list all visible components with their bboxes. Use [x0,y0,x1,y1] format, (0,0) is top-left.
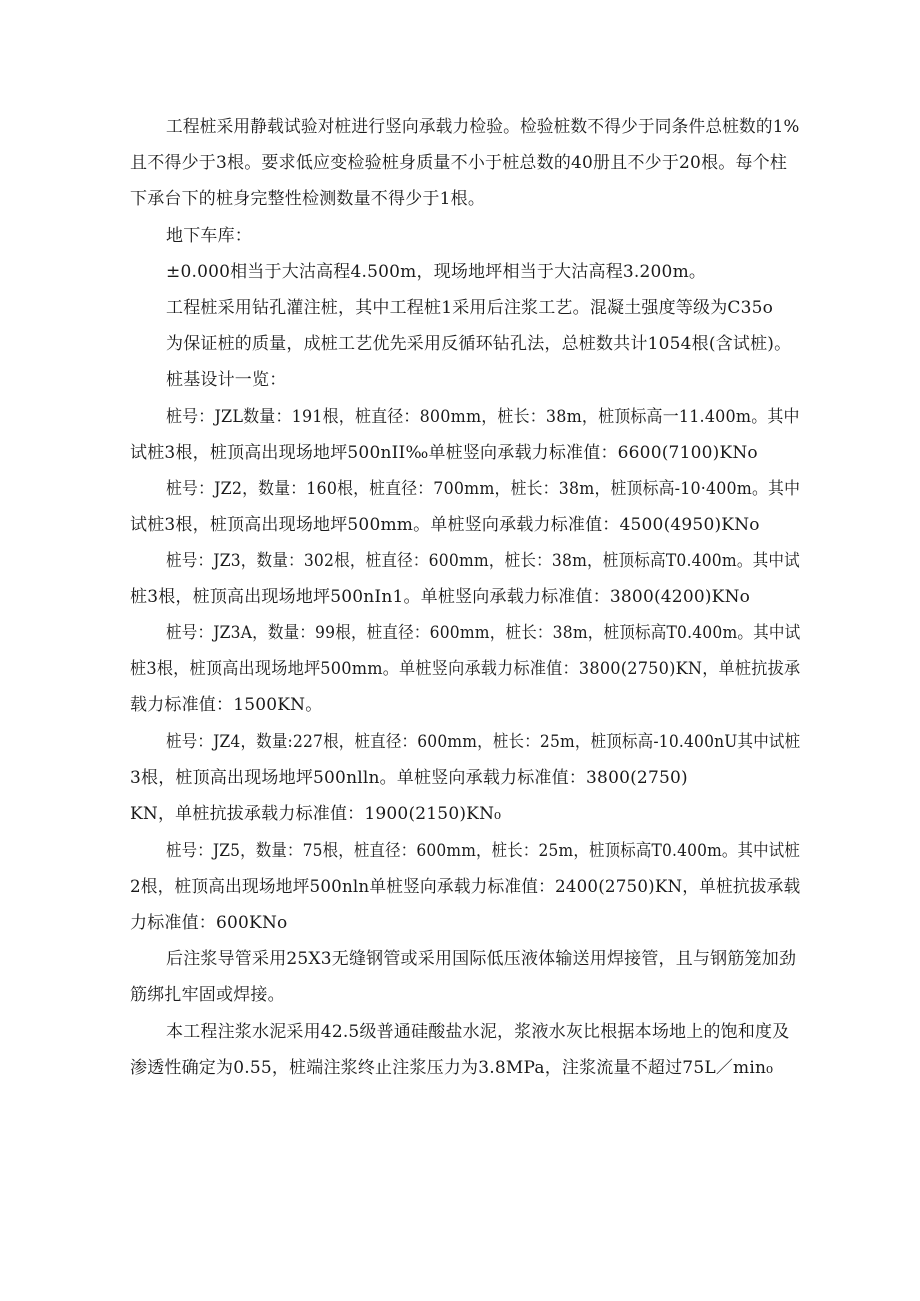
pile-spec-line: 力标准值：600KNo [130,913,288,933]
pile-spec-line: 2根，桩顶高出现场地坪500nln单桩竖向承载力标准值：2400(2750)KN，单桩抗拔承载 [130,877,801,897]
pile-spec-line: 桩号：JZ3A，数量：99根，桩直径：600mm，桩长：38m，桩顶标高T0.400m。其中试 [166,623,801,643]
paragraph-line: 工程桩采用静载试验对桩进行竖向承载力检验。检验桩数不得少于同条件总桩数的1% [166,117,800,137]
pile-spec-line: 试桩3根，桩顶高出现场地坪500nII‰单桩竖向承载力标准值：6600(7100)KNo [130,443,758,463]
pile-spec-line: 桩号：JZ5，数量：75根，桩直径：600mm，桩长：25m，桩顶标高T0.400m。其中试桩 [166,841,801,861]
paragraph-line: 为保证桩的质量，成桩工艺优先采用反循环钻孔法，总桩数共计1054根(含试桩)。 [166,334,792,354]
paragraph-line: 渗透性确定为0.55，桩端注浆终止注浆压力为3.8MPa，注浆流量不超过75L／min₀ [130,1058,774,1078]
pile-spec-line: 桩号：JZL数量：191根，桩直径：800mm，桩长：38m，桩顶标高一11.400m。其中 [166,407,800,427]
pile-spec-line: 桩号：JZ3，数量：302根，桩直径：600mm，桩长：38m，桩顶标高T0.400m。其中试 [166,551,800,571]
paragraph-line: 筋绑扎牢固或焊接。 [130,985,285,1005]
pile-spec-line: KN，单桩抗拔承载力标准值：1900(2150)KN₀ [130,804,502,824]
pile-spec-line: 载力标准值：1500KN。 [130,695,323,715]
pile-spec-line: 桩3根，桩顶高出现场地坪500mm。单桩竖向承载力标准值：3800(2750)KN，单桩抗拔承 [130,659,801,679]
paragraph-line: 且不得少于3根。要求低应变检验桩身质量不小于桩总数的40册且不少于20根。每个柱 [130,153,788,173]
paragraph-line: 工程桩采用钻孔灌注桩，其中工程桩1采用后注浆工艺。混凝土强度等级为C35o [166,298,774,318]
paragraph-line: ±0.000相当于大沽高程4.500m，现场地坪相当于大沽高程3.200m。 [166,262,707,282]
pile-spec-line: 桩号：JZ4，数量:227根，桩直径：600mm，桩长：25m，桩顶标高-10.400nU其中试桩 [166,732,801,752]
section-heading: 桩基设计一览： [166,370,287,390]
section-heading: 地下车库： [166,226,252,246]
pile-spec-line: 试桩3根，桩顶高出现场地坪500mm。单桩竖向承载力标准值：4500(4950)KNo [130,515,760,535]
paragraph-line: 后注浆导管采用25X3无缝钢管或采用国际低压液体输送用焊接管，且与钢筋笼加劲 [166,949,797,969]
paragraph-line: 下承台下的桩身完整性检测数量不得少于1根。 [130,189,486,209]
paragraph-line: 本工程注浆水泥采用42.5级普通硅酸盐水泥，浆液水灰比根据本场地上的饱和度及 [166,1022,790,1042]
pile-spec-line: 桩号：JZ2，数量：160根，桩直径：700mm，桩长：38m，桩顶标高-10·400m。其中 [166,479,801,499]
pile-spec-line: 桩3根，桩顶高出现场地坪500nIn1。单桩竖向承载力标准值：3800(4200)KNo [130,587,751,607]
pile-spec-line: 3根，桩顶高出现场地坪500nlln。单桩竖向承载力标准值：3800(2750) [130,768,688,788]
